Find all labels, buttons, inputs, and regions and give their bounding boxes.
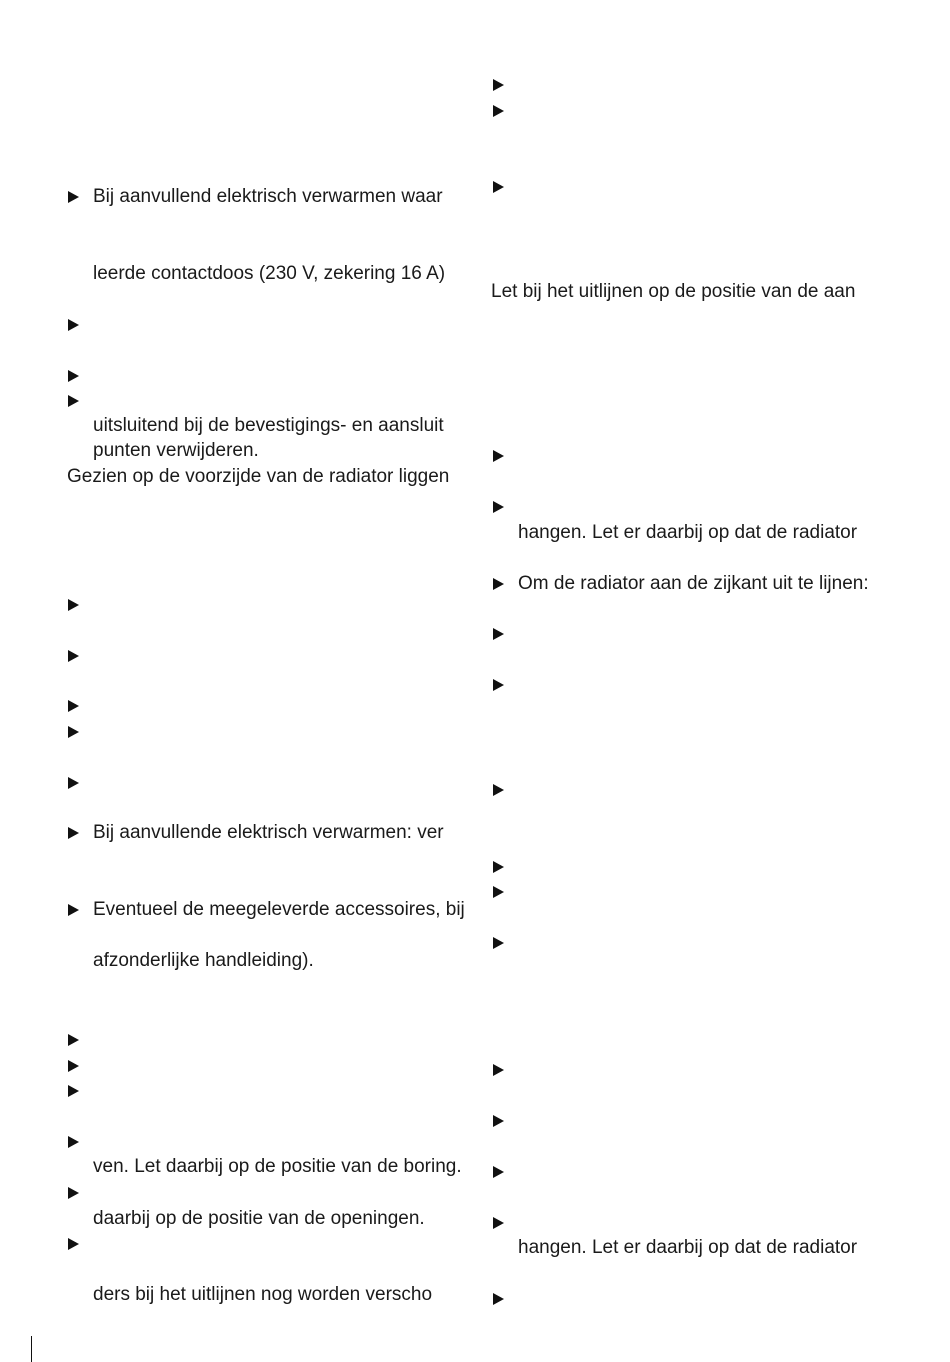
play-arrow-icon [68, 395, 79, 407]
list-item [0, 643, 475, 669]
play-arrow-icon [493, 937, 504, 949]
play-arrow-icon [68, 1034, 79, 1046]
list-item [0, 1078, 475, 1104]
play-arrow-icon [68, 904, 79, 916]
list-item [0, 1180, 475, 1206]
play-arrow-icon [68, 1187, 79, 1199]
play-arrow-icon [68, 599, 79, 611]
paragraph [0, 464, 475, 490]
list-item [0, 1231, 475, 1257]
list-item [0, 770, 475, 796]
right-column [475, 0, 950, 1362]
list-item [475, 1057, 950, 1083]
list-item [0, 719, 475, 745]
list-item [475, 879, 950, 905]
play-arrow-icon [68, 650, 79, 662]
play-arrow-icon [493, 105, 504, 117]
list-item-text: Om de radiator aan de zijkant uit te lijnen: [518, 573, 869, 594]
play-arrow-icon [493, 578, 504, 590]
play-arrow-icon [493, 501, 504, 513]
list-item [0, 388, 475, 414]
text-line [0, 413, 475, 439]
play-arrow-icon [493, 784, 504, 796]
list-item-text: Bij aanvullende elektrisch verwarmen: ver [93, 822, 444, 843]
play-arrow-icon [493, 79, 504, 91]
list-item [0, 592, 475, 618]
list-item [0, 820, 475, 846]
list-item [475, 494, 950, 520]
paragraph-text: Gezien op de voorzijde van de radiator liggen [67, 466, 450, 487]
list-item [475, 174, 950, 200]
list-item [475, 571, 950, 597]
list-item [475, 854, 950, 880]
play-arrow-icon [493, 628, 504, 640]
play-arrow-icon [493, 1166, 504, 1178]
list-item [0, 1129, 475, 1155]
list-item [0, 693, 475, 719]
list-item-continuation: leerde contactdoos (230 V, zekering 16 A) [93, 263, 446, 284]
play-arrow-icon [68, 370, 79, 382]
list-item-continuation: afzonderlijke handleiding). [93, 950, 314, 971]
text-line [475, 1235, 950, 1261]
play-arrow-icon [68, 827, 79, 839]
list-item [475, 777, 950, 803]
list-item [475, 621, 950, 647]
list-item-continuation: hangen. Let er daarbij op dat de radiator [518, 1237, 858, 1258]
play-arrow-icon [493, 861, 504, 873]
list-item [475, 443, 950, 469]
list-item [475, 72, 950, 98]
play-arrow-icon [68, 1060, 79, 1072]
paragraph [475, 279, 950, 305]
list-item [0, 1053, 475, 1079]
list-item-text: Bij aanvullend elektrisch verwarmen waar [93, 186, 443, 207]
list-item-continuation: daarbij op de positie van de openingen. [93, 1208, 425, 1229]
play-arrow-icon [493, 1217, 504, 1229]
play-arrow-icon [68, 1136, 79, 1148]
list-item [475, 1159, 950, 1185]
text-line [0, 1154, 475, 1180]
text-line [0, 261, 475, 287]
list-item [0, 897, 475, 923]
text-line [0, 1282, 475, 1308]
list-item [475, 672, 950, 698]
list-item [0, 1027, 475, 1053]
play-arrow-icon [68, 1085, 79, 1097]
play-arrow-icon [493, 679, 504, 691]
text-line [0, 438, 475, 464]
play-arrow-icon [493, 1064, 504, 1076]
play-arrow-icon [493, 1293, 504, 1305]
paragraph-text: Let bij het uitlijnen op de positie van de aan [491, 281, 856, 302]
play-arrow-icon [493, 450, 504, 462]
text-line [0, 1206, 475, 1232]
list-item-continuation: uitsluitend bij de bevestigings- en aansluit [93, 415, 444, 436]
list-item [475, 1108, 950, 1134]
play-arrow-icon [68, 191, 79, 203]
play-arrow-icon [493, 1115, 504, 1127]
list-item-continuation: hangen. Let er daarbij op dat de radiator [518, 522, 858, 543]
margin-rule [31, 1336, 32, 1362]
list-item [475, 1210, 950, 1236]
play-arrow-icon [68, 777, 79, 789]
text-line [475, 520, 950, 546]
play-arrow-icon [68, 319, 79, 331]
list-item-continuation: punten verwijderen. [93, 440, 259, 461]
list-item [475, 930, 950, 956]
play-arrow-icon [68, 726, 79, 738]
play-arrow-icon [68, 1238, 79, 1250]
list-item-text: Eventueel de meegeleverde accessoires, bij [93, 899, 465, 920]
text-line [0, 948, 475, 974]
play-arrow-icon [493, 181, 504, 193]
list-item-continuation: ven. Let daarbij op de positie van de boring. [93, 1156, 462, 1177]
list-item [0, 184, 475, 210]
list-item [475, 1286, 950, 1312]
list-item [0, 363, 475, 389]
play-arrow-icon [493, 886, 504, 898]
list-item [475, 98, 950, 124]
list-item [0, 312, 475, 338]
list-item-continuation: ders bij het uitlijnen nog worden verscho [93, 1284, 433, 1305]
play-arrow-icon [68, 700, 79, 712]
